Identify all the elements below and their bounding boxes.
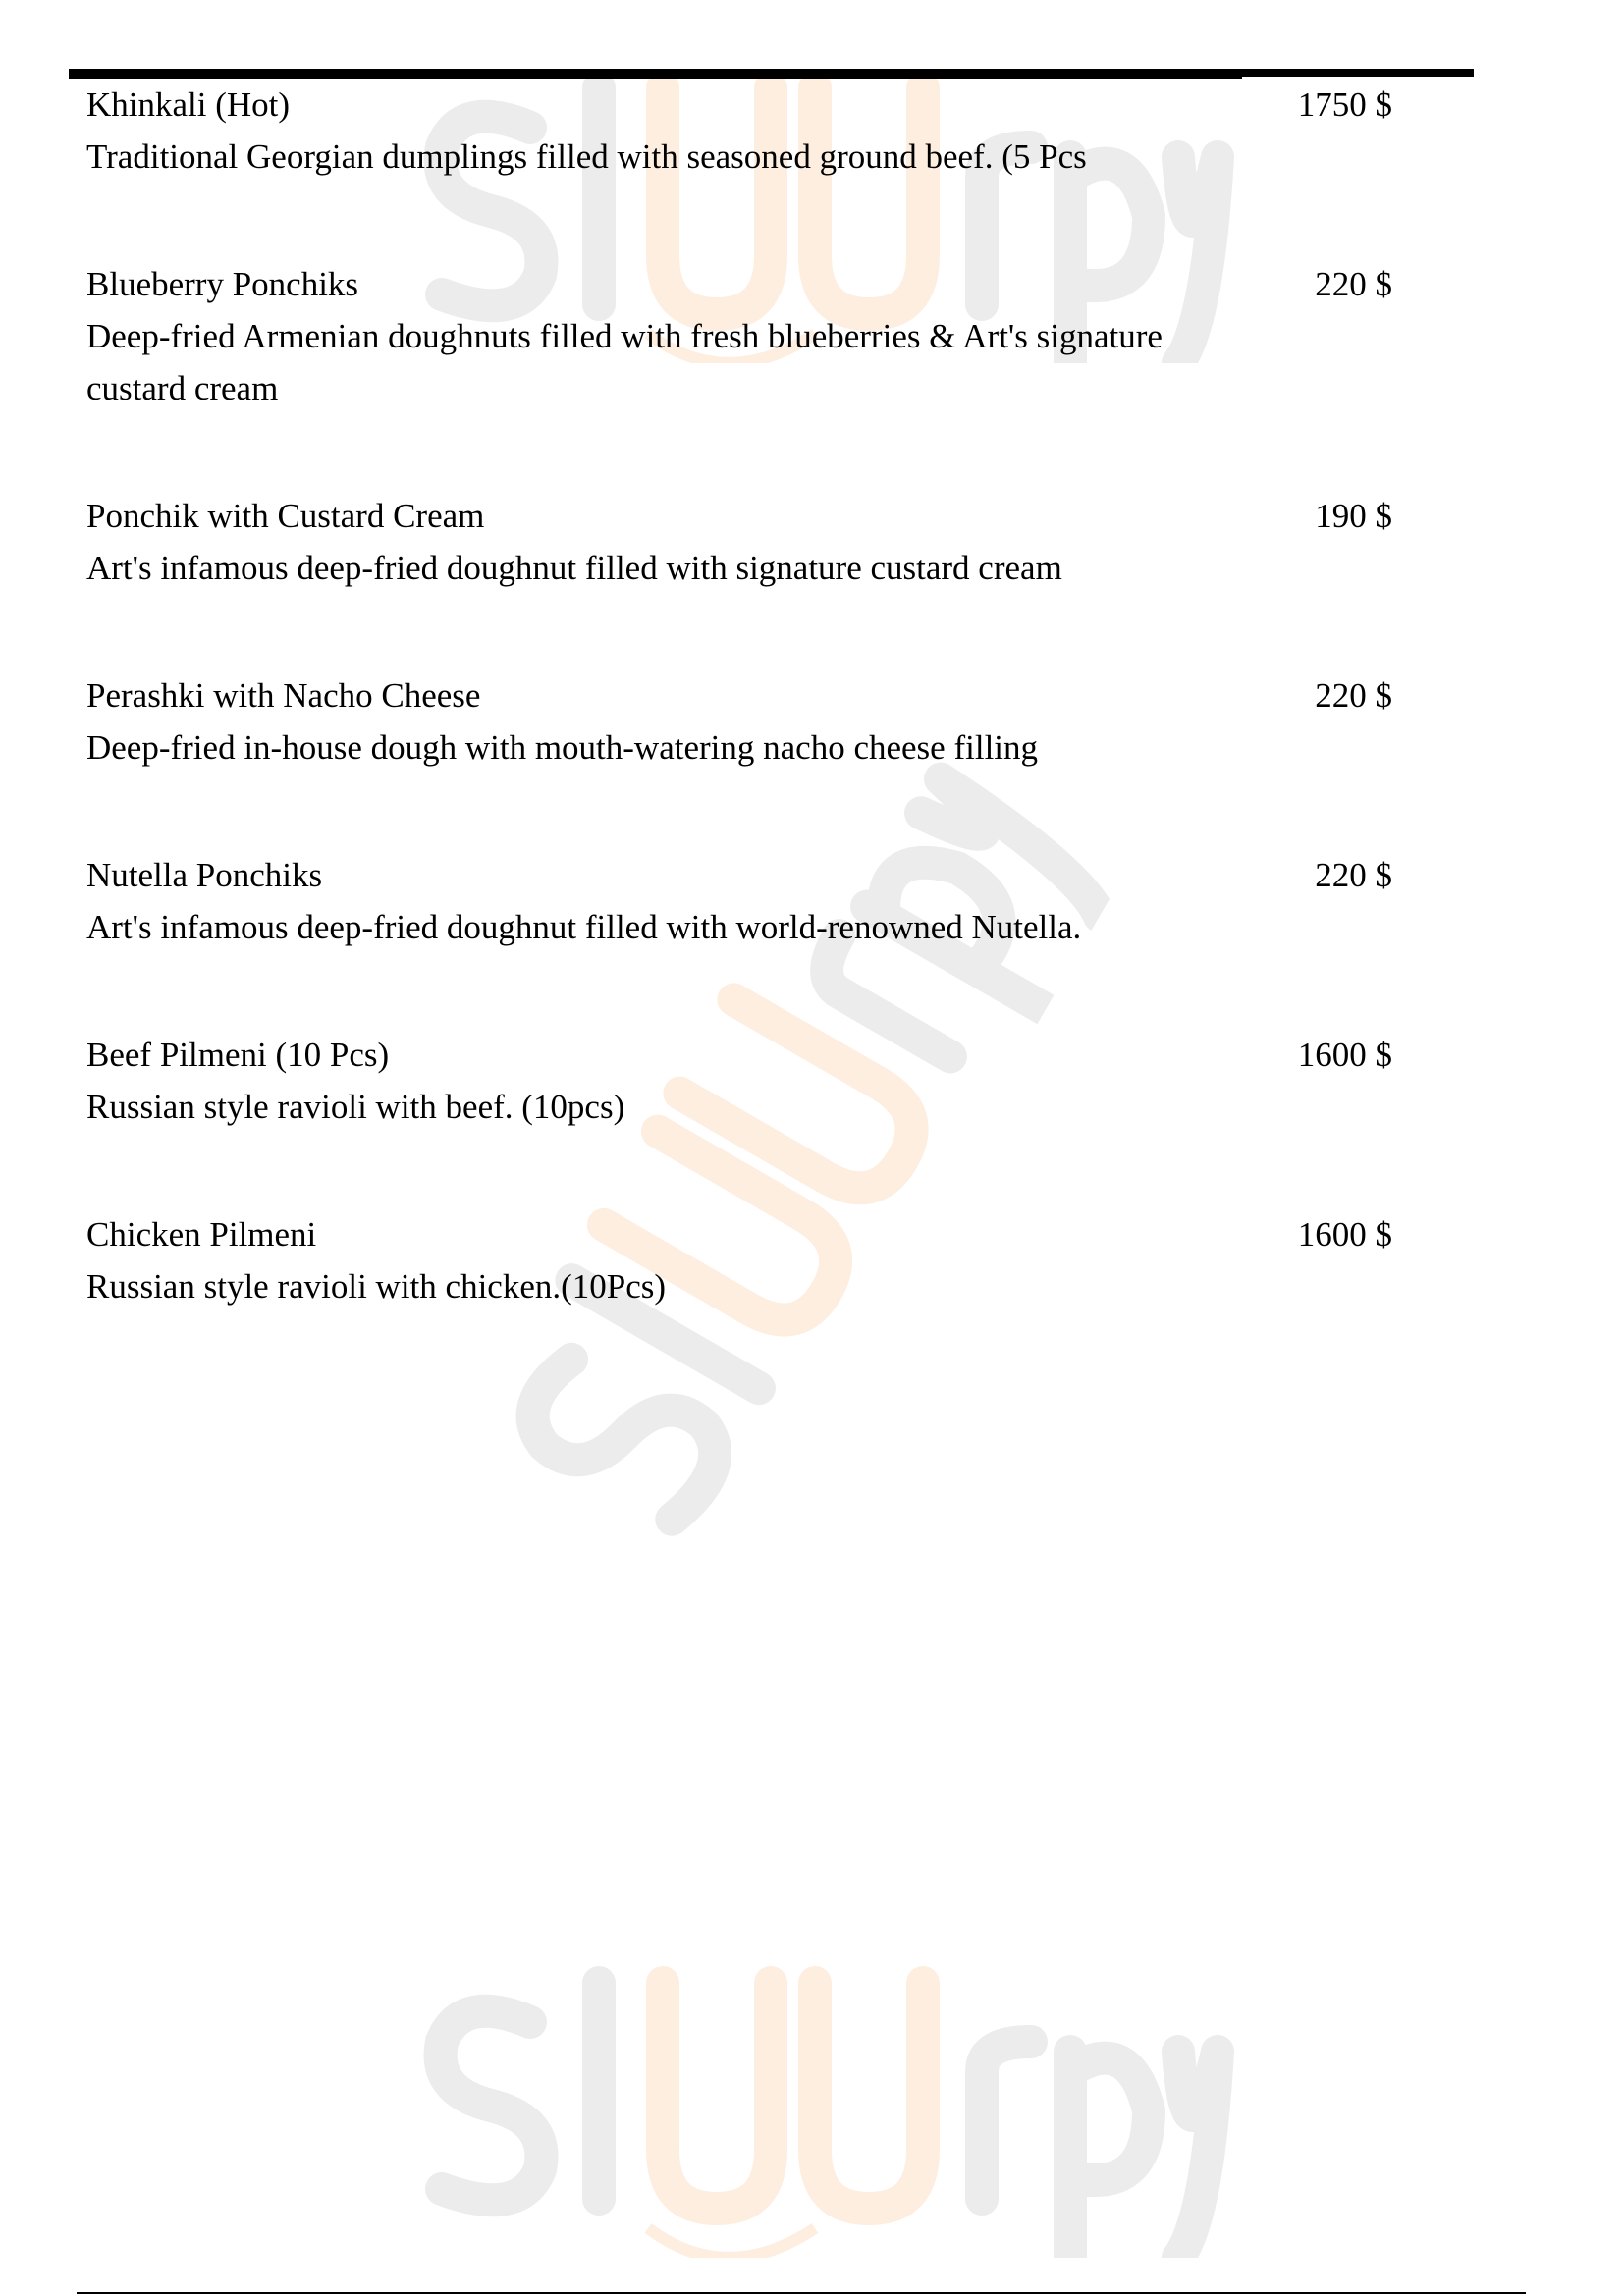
menu-item bbox=[86, 1208, 1392, 1312]
item-description: Art's infamous deep-fried doughnut filled with world-renowned Nutella. bbox=[86, 908, 1082, 946]
item-price: 1600 $ bbox=[1297, 1036, 1392, 1074]
menu-item bbox=[86, 1029, 1392, 1133]
menu-item bbox=[86, 79, 1392, 183]
item-name: Chicken Pilmeni bbox=[86, 1215, 317, 1254]
item-price: 220 $ bbox=[1315, 856, 1392, 894]
item-name: Beef Pilmeni (10 Pcs) bbox=[86, 1036, 390, 1074]
bottom-rule bbox=[77, 2292, 1526, 2294]
item-description: Traditional Georgian dumplings filled with seasoned ground beef. (5 Pcs bbox=[86, 137, 1087, 176]
item-name: Khinkali (Hot) bbox=[86, 85, 291, 124]
menu-item bbox=[86, 258, 1392, 414]
item-name: Blueberry Ponchiks bbox=[86, 265, 359, 303]
item-description: Art's infamous deep-fried doughnut filled with signature custard cream bbox=[86, 549, 1062, 587]
top-rule bbox=[69, 69, 1474, 77]
slurpy-watermark-logo bbox=[403, 1963, 1247, 2258]
item-price: 220 $ bbox=[1315, 265, 1392, 303]
menu-list bbox=[86, 79, 1392, 1388]
menu-item bbox=[86, 669, 1392, 774]
item-price: 1750 $ bbox=[1297, 85, 1392, 124]
item-description: Russian style ravioli with beef. (10pcs) bbox=[86, 1088, 625, 1126]
menu-item bbox=[86, 490, 1392, 594]
item-price: 1600 $ bbox=[1297, 1215, 1392, 1254]
item-description: Deep-fried Armenian doughnuts filled with fresh blueberries & Art's signature custard cream bbox=[86, 317, 1163, 407]
item-description: Russian style ravioli with chicken.(10Pcs) bbox=[86, 1267, 667, 1306]
item-description: Deep-fried in-house dough with mouth-watering nacho cheese filling bbox=[86, 728, 1039, 767]
item-price: 190 $ bbox=[1315, 497, 1392, 535]
item-name: Perashki with Nacho Cheese bbox=[86, 676, 481, 715]
item-name: Ponchik with Custard Cream bbox=[86, 497, 485, 535]
item-name: Nutella Ponchiks bbox=[86, 856, 323, 894]
item-price: 220 $ bbox=[1315, 676, 1392, 715]
menu-item bbox=[86, 849, 1392, 953]
